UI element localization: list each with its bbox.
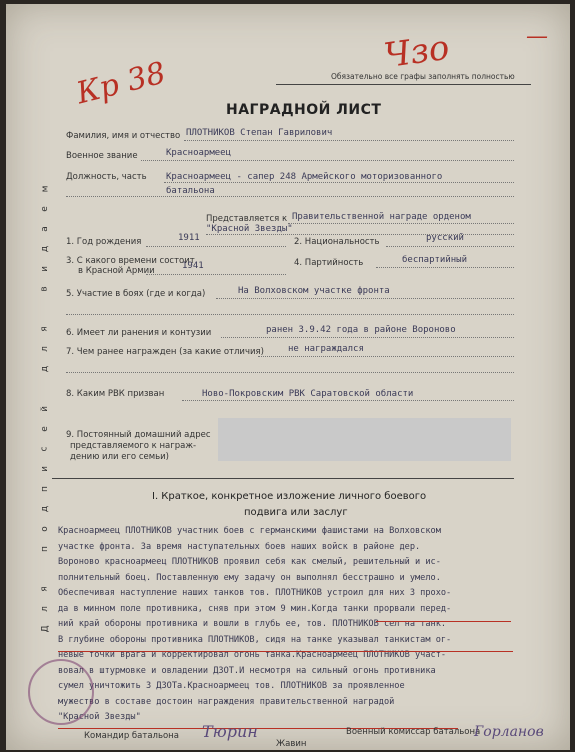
section-heading-2: подвига или заслуг — [244, 507, 348, 518]
battles-label: 5. Участие в боях (где и когда) — [66, 289, 206, 299]
section-rule — [52, 478, 514, 479]
awards-value: не награждался — [288, 344, 364, 354]
presented-line-2 — [206, 234, 514, 235]
narrative-line: сумел уничтожить 3 ДЗОТа.Красноармеец тов. ПЛОТНИКОВ за проявленное — [58, 681, 405, 691]
address-label-3: дению или его семьи) — [70, 452, 169, 462]
side-letter: д — [40, 245, 51, 253]
narrative-line: невые точки врага и корректировал огонь танка.Красноармеец ПЛОТНИКОВ участ- — [58, 650, 447, 660]
position-line-2 — [66, 196, 514, 197]
rvk-line — [182, 400, 514, 401]
footer-left-title: Командир батальона — [84, 731, 179, 741]
since-label-1: 3. С какого времени состоит — [66, 256, 195, 266]
narrative-line: да в минном поле противника, сняв при этом 9 мин.Когда танки прорвали перед- — [58, 603, 452, 614]
side-letter: д — [40, 365, 51, 373]
awards-label: 7. Чем ранее награжден (за какие отличия) — [66, 347, 264, 357]
birth-line — [146, 246, 286, 247]
party-line — [376, 267, 514, 268]
narrative-line: Вороново красноармеец ПЛОТНИКОВ проявил себя как смелый, решительный и ис- — [58, 557, 441, 567]
birth-label: 1. Год рождения — [66, 237, 142, 247]
side-letter: е — [39, 206, 50, 212]
side-letter: с — [39, 446, 50, 452]
since-line — [146, 274, 286, 275]
birth-value: 1911 — [178, 233, 200, 243]
side-letter: и — [39, 266, 50, 272]
rank-label: Военное звание — [66, 151, 138, 161]
signature-2: Жавин — [276, 739, 307, 749]
section-heading-1: I. Краткое, конкретное изложение личного боевого — [152, 491, 427, 502]
side-letter: я — [39, 326, 50, 332]
side-letter: в — [39, 286, 50, 292]
narrative-line: Красноармеец ПЛОТНИКОВ участник боев с германскими фашистами на Волховском — [58, 526, 441, 536]
since-label-2: в Красной Армии — [78, 266, 155, 276]
battles-line-2 — [66, 314, 514, 315]
position-label: Должность, часть — [66, 172, 147, 182]
party-value: беспартийный — [402, 255, 468, 265]
left-note: Кр 38 — [73, 55, 170, 112]
signature-3: Горланов — [474, 724, 544, 740]
narrative-line: Обеспечивая наступление наших танков тов. ПЛОТНИКОВ устроил для них 3 прохо- — [58, 588, 452, 598]
wounds-label: 6. Имеет ли ранения и контузии — [66, 328, 212, 338]
side-letter: л — [39, 346, 50, 352]
awards-line-2 — [66, 372, 514, 373]
awards-line-1 — [258, 356, 514, 357]
position-value-2: батальона — [166, 186, 215, 196]
presented-value-1: Правительственной награде орденом — [292, 212, 471, 222]
narrative-line: вовал в штурмовке и овладении ДЗОТ.И несмотря на сильный огонь противника — [58, 665, 436, 676]
side-letter: и — [39, 466, 50, 472]
corner-dash: — — [526, 24, 548, 49]
position-line-1 — [164, 182, 514, 183]
nationality-line — [386, 246, 514, 247]
corner-note: Чзо — [381, 27, 452, 77]
narrative-line: "Красной Звезды" — [58, 712, 141, 722]
wounds-value: ранен 3.9.42 года в районе Вороново — [266, 325, 456, 335]
wounds-line — [221, 337, 514, 338]
footer-right-title: Военный комиссар батальона — [346, 727, 481, 737]
rvk-value: Ново-Покровским РВК Саратовской области — [202, 389, 414, 399]
underline-1 — [376, 621, 511, 622]
side-letter: я — [39, 586, 50, 592]
battles-value: На Волховском участке фронта — [238, 286, 390, 296]
presented-value-2: "Красной Звезды" — [206, 224, 293, 234]
narrative-line: полнительный боец. Поставленную ему задачу он выполнял бесстрашно и умело. — [58, 572, 441, 583]
name-line — [184, 140, 514, 141]
side-letter: м — [40, 185, 51, 193]
presented-line-1 — [288, 223, 514, 224]
underline-2 — [58, 651, 513, 652]
battles-line-1 — [216, 298, 514, 299]
signature-1: Тюрин — [202, 722, 258, 741]
address-label-1: 9. Постоянный домашний адрес — [66, 430, 211, 440]
position-value-1: Красноармеец - сапер 248 Армейского моторизованного — [166, 172, 443, 182]
since-value: 1941 — [182, 261, 204, 271]
narrative-line: ний край обороны противника и вошли в глубь ее, тов. ПЛОТНИКОВ сел на танк. — [58, 619, 447, 629]
top-rule — [276, 84, 531, 85]
rank-value: Красноармеец — [166, 148, 232, 158]
side-letter: е — [39, 426, 50, 432]
side-letter: о — [39, 526, 50, 532]
side-letter: д — [40, 505, 51, 513]
side-letter: а — [39, 226, 50, 232]
rvk-label: 8. Каким РВК призван — [66, 389, 165, 399]
side-letter: Д — [40, 625, 51, 633]
name-value: ПЛОТНИКОВ Степан Гаврилович — [186, 128, 333, 138]
narrative-line: мужество в составе достоин награждения правительственной наградой — [58, 696, 395, 707]
round-stamp — [28, 659, 94, 725]
nationality-value: русский — [426, 233, 464, 243]
page-title: НАГРАДНОЙ ЛИСТ — [226, 102, 382, 118]
side-letter: п — [39, 486, 50, 492]
notice-text: Обязательно все графы заполнять полностью — [331, 72, 515, 81]
side-letter: п — [39, 546, 50, 552]
address-label-2: представляемого к награж- — [70, 441, 197, 451]
side-bar — [36, 164, 58, 634]
address-redacted-box — [218, 418, 511, 461]
presented-label: Представляется к — [206, 214, 288, 224]
narrative-line: участке фронта. За время наступательных боев наших войск в районе дер. — [58, 541, 421, 552]
party-label: 4. Партийность — [294, 258, 364, 268]
side-letter: л — [39, 606, 50, 612]
nationality-label: 2. Национальность — [294, 237, 380, 247]
award-sheet — [6, 4, 570, 750]
name-label: Фамилия, имя и отчество — [66, 131, 181, 141]
narrative-line: В глубине обороны противника ПЛОТНИКОВ, сидя на танке указывал танкистам ог- — [58, 634, 452, 645]
rank-line — [141, 160, 514, 161]
side-letter: й — [39, 406, 50, 412]
